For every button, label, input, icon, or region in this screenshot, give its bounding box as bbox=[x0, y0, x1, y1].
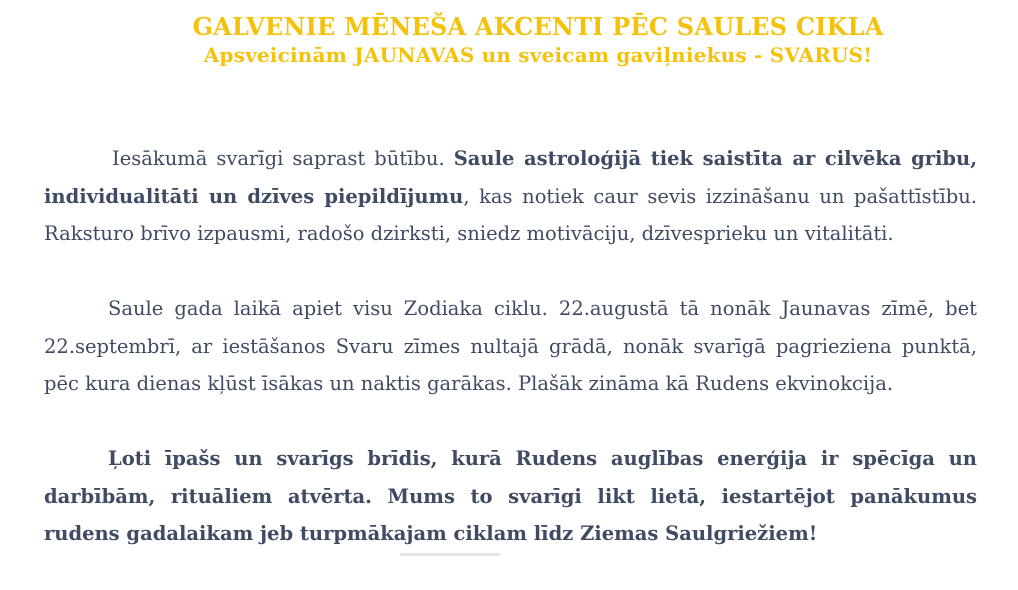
page-title: GALVENIE MĒNEŠA AKCENTI PĒC SAULES CIKLA bbox=[192, 12, 884, 41]
paragraph-intro-text: Iesākumā svarīgi saprast būtību. bbox=[112, 147, 454, 170]
paragraph-ipass-bridis: Ļoti īpašs un svarīgs brīdis, kurā Rudens auglības enerģija ir spēcīga un darbībām, rituāliem atvērta. Mums to svarīgi likt lietā, iestartējot panākumus rudens gadalaikam jeb turpmākajam ciklam līdz Ziemas Saulgriežiem! bbox=[44, 447, 977, 545]
article-header bbox=[0, 12, 1018, 68]
paragraph-saule-astrologija bbox=[44, 140, 977, 253]
paragraph-rest-text: , kas notiek caur sevis izzināšanu un pašattīstību. Raksturo brīvo izpausmi, radošo dzirksti, sniedz motivāciju, dzīvesprieku un vitalitāti. bbox=[44, 184, 977, 245]
paragraph-bold-text: Saule astroloģijā tiek saistīta ar cilvēka gribu, individualitāti un dzīves piepildījumu bbox=[44, 147, 977, 208]
page-subtitle: Apsveicinām JAUNAVAS un sveicam gaviļniekus - SVARUS! bbox=[203, 43, 873, 67]
article-body bbox=[44, 140, 977, 590]
paragraph-zodiaka-cikls: Saule gada laikā apiet visu Zodiaka ciklu. 22.augustā tā nonāk Jaunavas zīmē, bet 22.septembrī, ar iestāšanos Svaru zīmes nultajā grādā, nonāk svarīgā pagrieziena punktā, pēc kura dienas kļūst īsākas un naktis garākas. Plašāk zināma kā Rudens ekvinokcija. bbox=[44, 297, 977, 395]
